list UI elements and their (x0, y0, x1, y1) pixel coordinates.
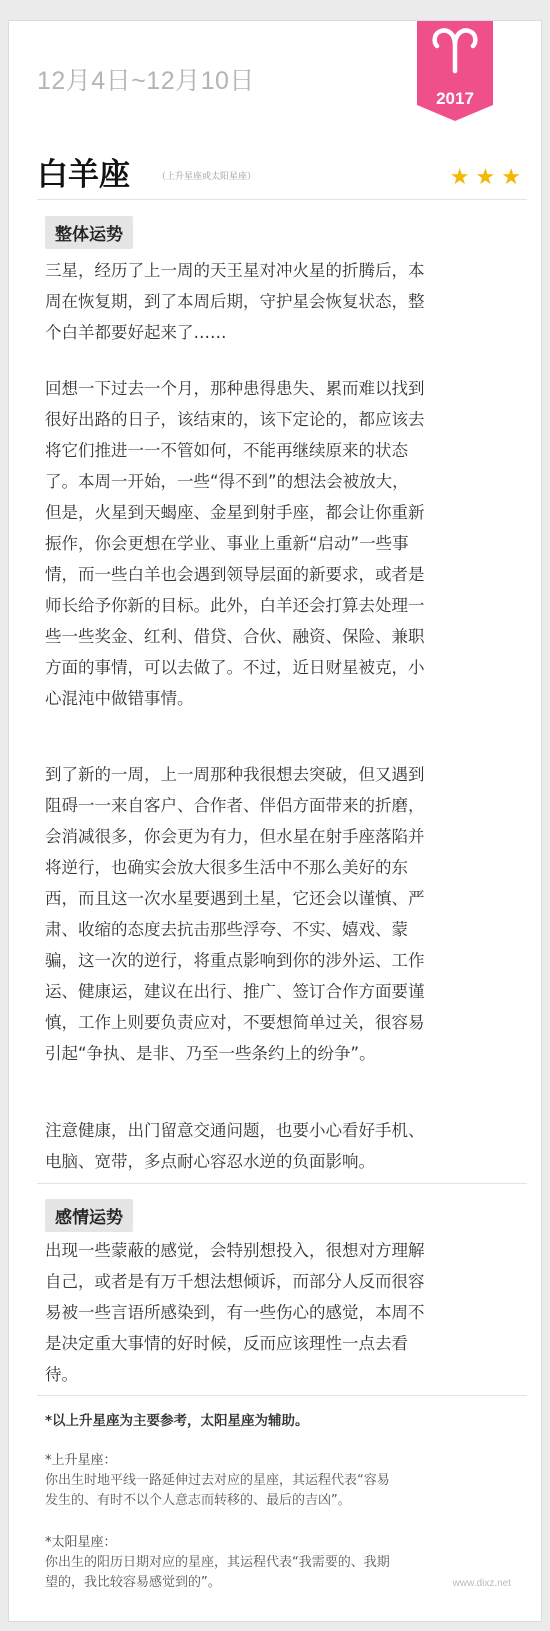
date-range: 12月4日~12月10日 (37, 67, 255, 95)
section-tag-overall: 整体运势 (45, 216, 133, 249)
sign-name: 白羊座 (37, 157, 130, 193)
divider (37, 1183, 527, 1184)
note-rising-body: 你出生时地平线一路延伸过去对应的星座，其运程代表“容易 发生的、有时不以个人意志而转移的、最后的吉凶”。 (45, 1473, 390, 1508)
overall-paragraph-3: 到了新的一周，上一周那种我很想去突破，但又遇到 阻碍一一来自客户、合作者、伴侣方面带来的折磨， 会消减很多，你会更为有力，但水星在射手座落陷并 将逆行，也确实会放大很多生活中不那么美好的东 西，而且这一次水星要遇到土星，它还会以谨慎、严 肃、收缩的态度去抗击那些浮夸、不实、嬉戏、蒙 骗，这一次的逆行，将重点影响到你的涉外运、工作 运、健康运，建议在出行、推广、签订合作方面要谨 慎，工作上则要负责应对，不要想简单过关，很容易 引起“争执、是非、乃至一些条约上的纷争”。 (45, 765, 425, 1063)
watermark: www.dixz.net (452, 1578, 511, 1589)
badge-year: 2017 (436, 89, 474, 108)
divider (37, 1395, 527, 1396)
note-main: *以上升星座为主要参考，太阳星座为辅助。 (45, 1413, 309, 1429)
note-sun-body: 你出生的阳历日期对应的星座，其运程代表“我需要的、我期 望的，我比较容易感觉到的”。 (45, 1555, 390, 1590)
note-sun-head: *太阳星座： (45, 1535, 117, 1550)
sign-note: （上升星座或太阳星座） (157, 172, 257, 182)
love-paragraph: 出现一些蒙蔽的感觉，会特别想投入，很想对方理解 自己，或者是有万千想法想倾诉，而部分人反而很容 易被一些言语所感染到，有一些伤心的感觉，本周不 是决定重大事情的好时候，反而应该理性一点去看 待。 (45, 1241, 425, 1384)
overall-paragraph-2: 回想一下过去一个月，那种患得患失、累而难以找到 很好出路的日子，该结束的，该下定论的，都应该去 将它们推进一一不管如何，不能再继续原来的状态 了。本周一开始，一些“得不到”的想法会被放大， 但是，火星到天蝎座、金星到射手座，都会让你重新 振作，你会更想在学业、事业上重新“启动”一些事 情，而一些白羊也会遇到领导层面的新要求，或者是 师长给予你新的目标。此外，白羊还会打算去处理一 些一些奖金、红利、借贷、合伙、融资、保险、兼职 方面的事情，可以去做了。不过，近日财星被克，小 心混沌中做错事情。 (45, 379, 425, 708)
aries-symbol-icon (417, 25, 493, 77)
overall-paragraph-4: 注意健康，出门留意交通问题，也要小心看好手机、 电脑、宽带，多点耐心容忍水逆的负面影响。 (45, 1121, 425, 1171)
section-tag-love: 感情运势 (45, 1199, 133, 1232)
note-rising-head: *上升星座： (45, 1453, 117, 1468)
notes-block (45, 1409, 515, 1593)
overall-paragraph-1: 三星，经历了上一周的天王星对冲火星的折腾后，本 周在恢复期，到了本周后期，守护星会恢复状态，整 个白羊都要好起来了…… (45, 261, 425, 342)
title-row (37, 139, 527, 193)
rating-stars: ★★★ (449, 165, 527, 190)
year-badge (417, 21, 493, 121)
horoscope-card (8, 20, 542, 1622)
divider (37, 199, 527, 200)
